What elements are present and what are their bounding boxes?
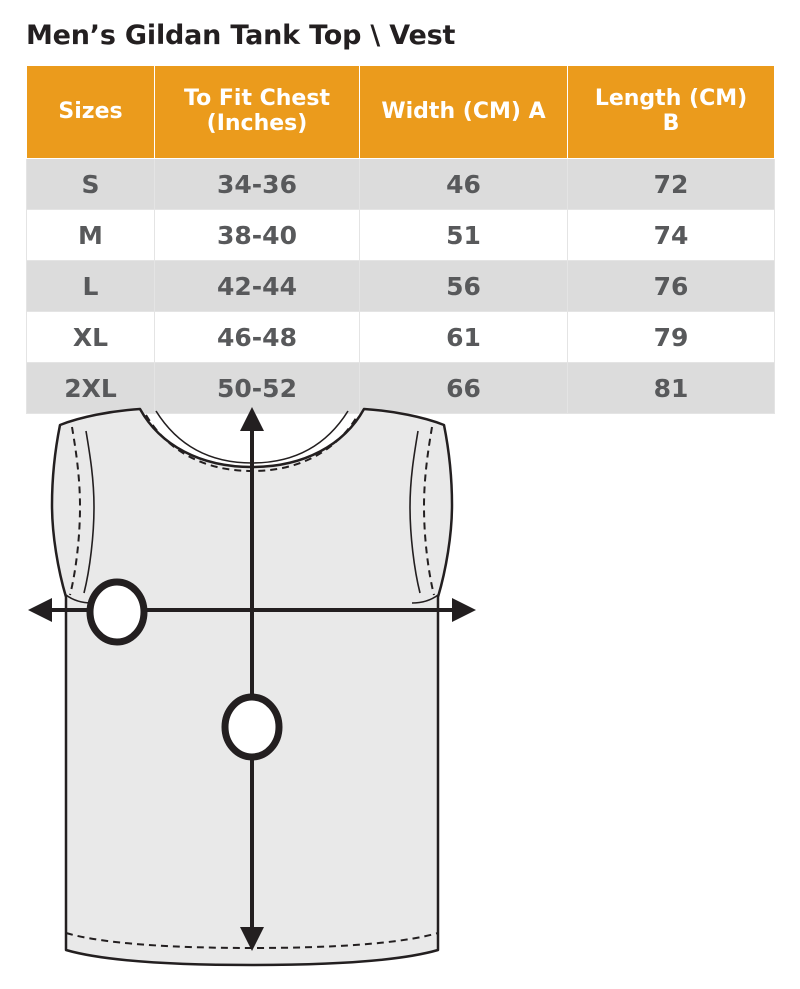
cell-size: 2XL <box>27 363 155 414</box>
table-row <box>27 261 775 312</box>
page-title: Men’s Gildan Tank Top \ Vest <box>26 20 456 51</box>
table-row <box>27 159 775 210</box>
cell-size: L <box>27 261 155 312</box>
header-text-length-line1: Length (CM) <box>594 86 748 112</box>
cell-chest: 46-48 <box>155 312 360 363</box>
cell-chest: 50-52 <box>155 363 360 414</box>
cell-size: XL <box>27 312 155 363</box>
header-text-chest-line1: To Fit Chest <box>184 86 330 112</box>
table-row <box>27 312 775 363</box>
cell-width: 51 <box>360 210 568 261</box>
cell-width: 56 <box>360 261 568 312</box>
column-header-length <box>568 66 775 159</box>
size-chart-table <box>26 65 775 414</box>
marker-b <box>225 697 279 757</box>
cell-width: 61 <box>360 312 568 363</box>
cell-length: 81 <box>568 363 775 414</box>
marker-a <box>90 582 144 642</box>
cell-size: M <box>27 210 155 261</box>
column-header-width <box>360 66 568 159</box>
cell-width: 46 <box>360 159 568 210</box>
cell-chest: 42-44 <box>155 261 360 312</box>
table-row <box>27 210 775 261</box>
cell-width: 66 <box>360 363 568 414</box>
column-header-sizes <box>27 66 155 159</box>
cell-chest: 38-40 <box>155 210 360 261</box>
cell-chest: 34-36 <box>155 159 360 210</box>
garment-diagram <box>0 405 800 985</box>
marker-b-label: B <box>240 711 264 746</box>
header-text-length-line2: B <box>662 111 680 136</box>
cell-length: 72 <box>568 159 775 210</box>
table-header-row <box>27 66 775 159</box>
header-text-chest-line2: (Inches) <box>206 111 308 136</box>
header-text-width: Width (CM) A <box>381 98 546 124</box>
header-text-sizes: Sizes <box>58 98 123 124</box>
marker-a-label: A <box>105 596 129 631</box>
cell-length: 79 <box>568 312 775 363</box>
column-header-chest <box>155 66 360 159</box>
cell-length: 76 <box>568 261 775 312</box>
cell-length: 74 <box>568 210 775 261</box>
cell-size: S <box>27 159 155 210</box>
